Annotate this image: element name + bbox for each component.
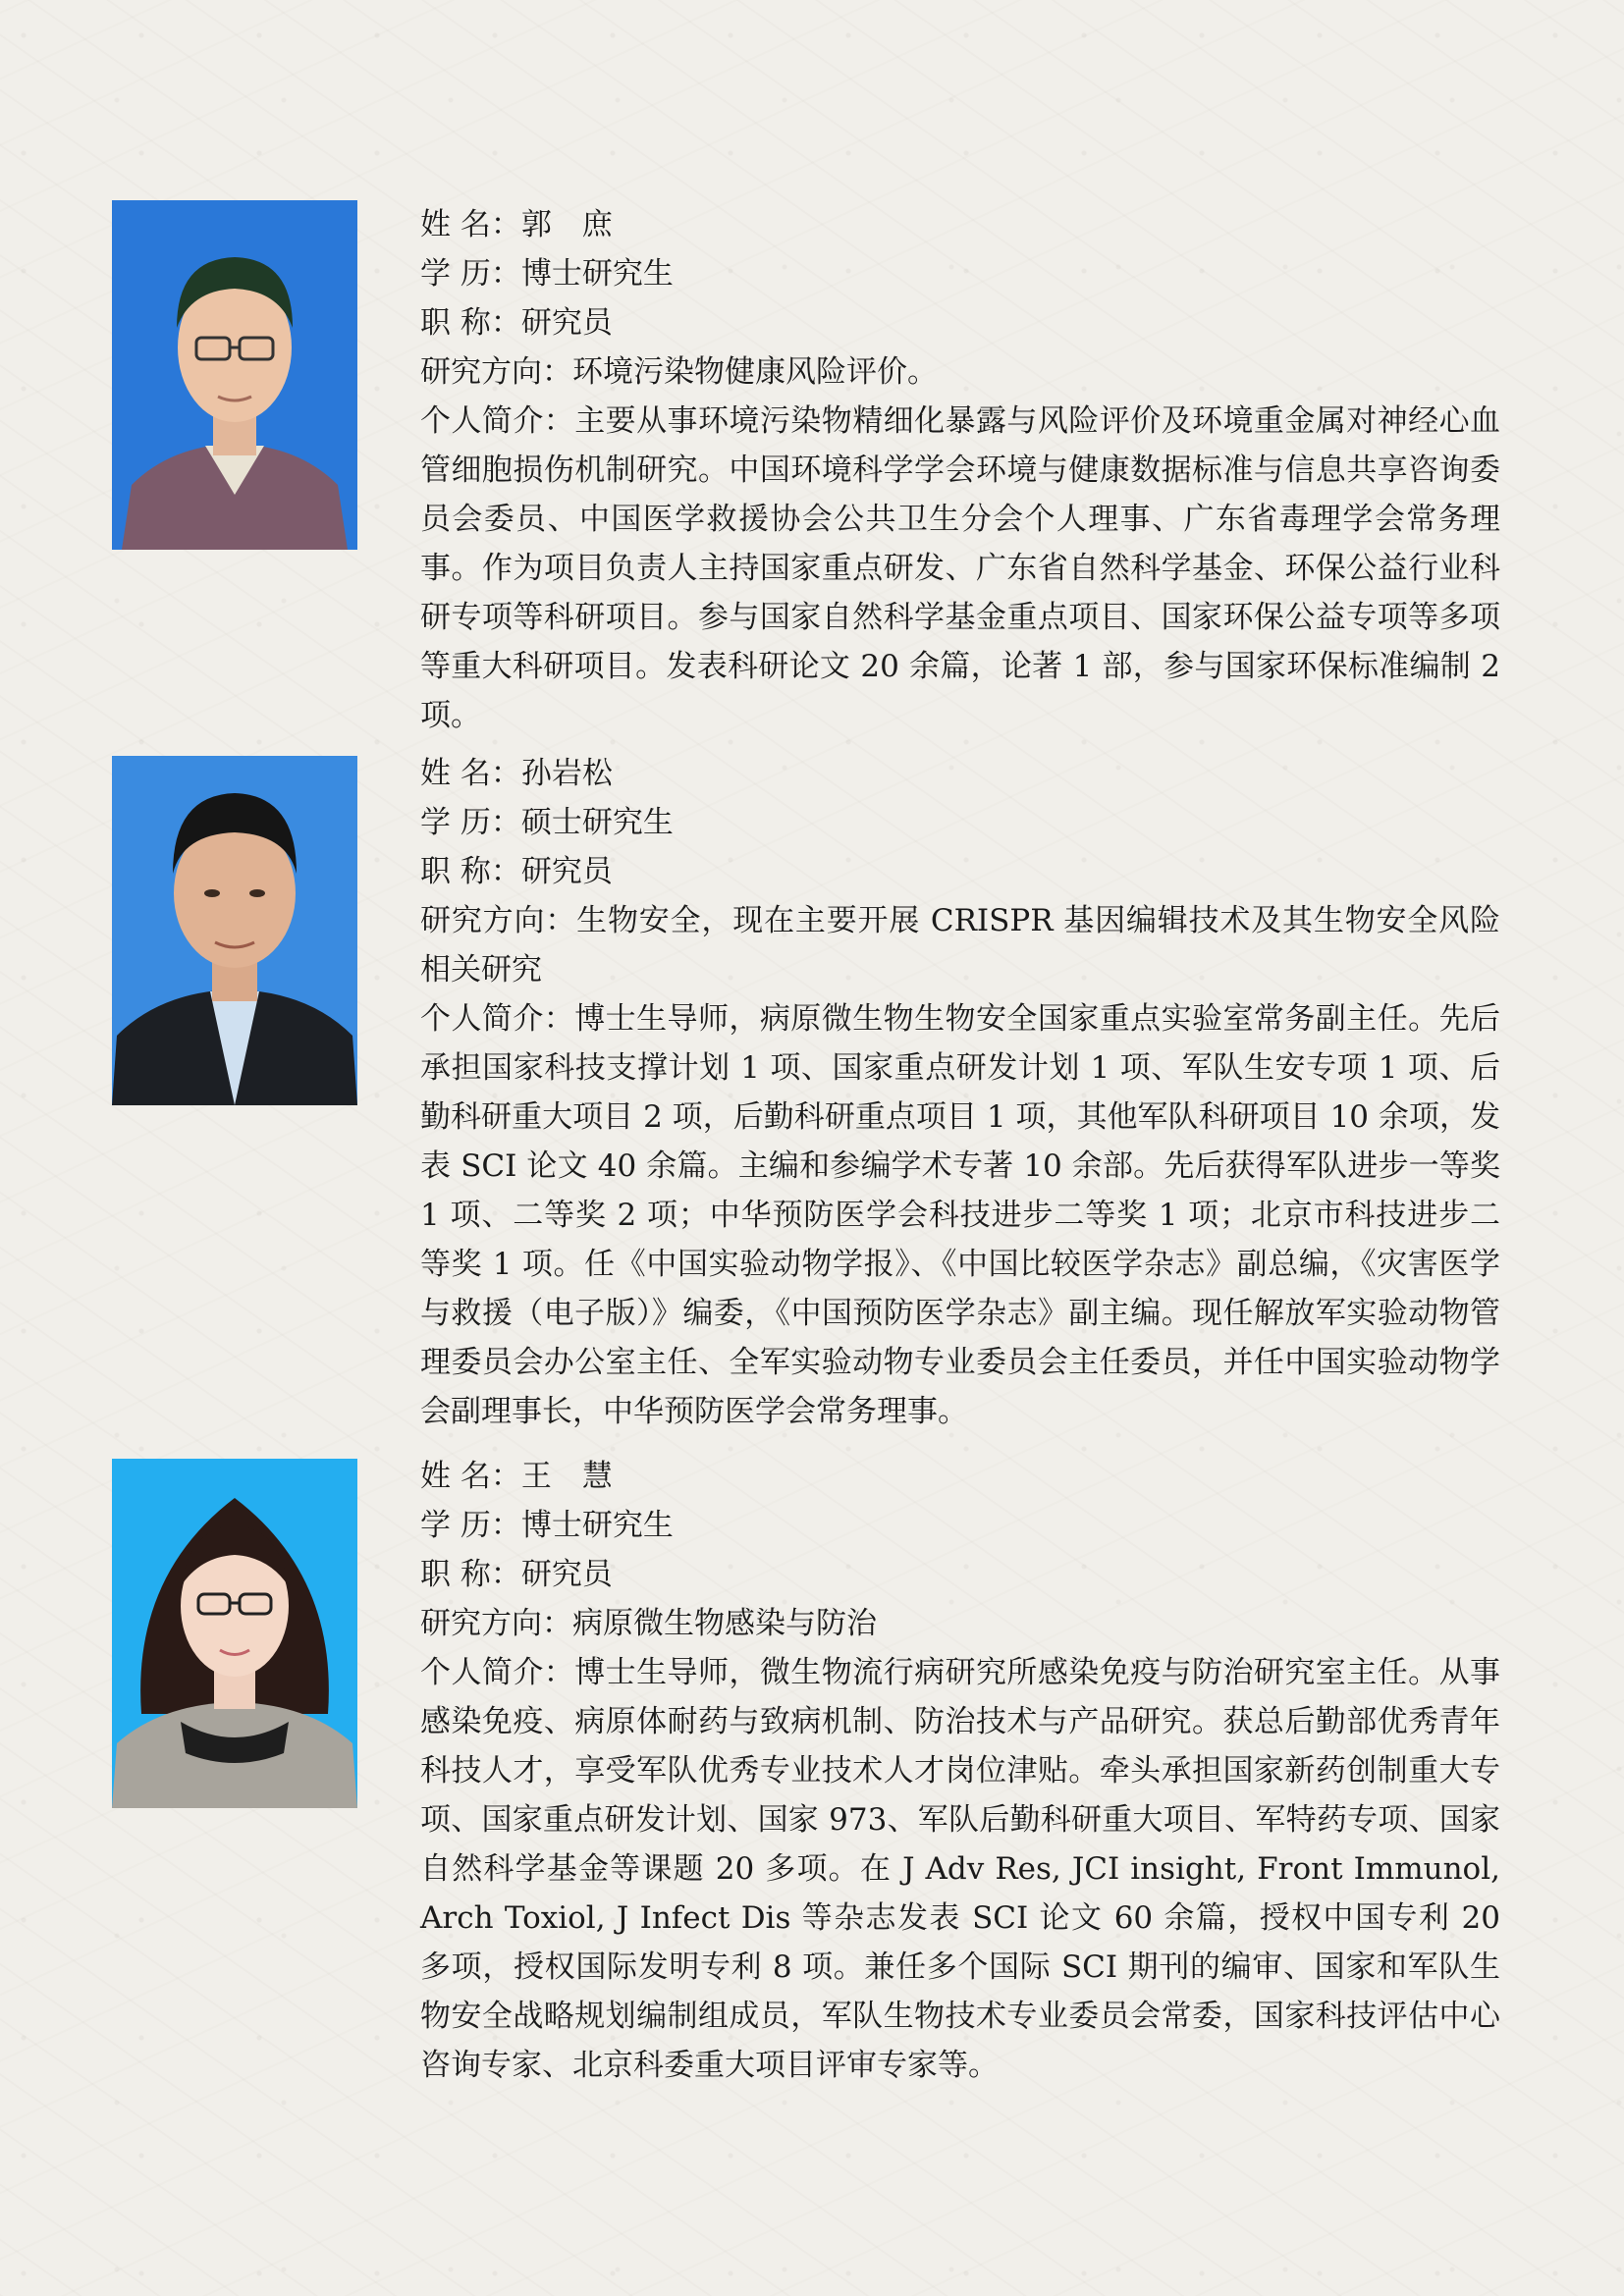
title-label: 职 称： bbox=[420, 305, 521, 341]
education-value: 博士研究生 bbox=[520, 1508, 674, 1543]
bio-row bbox=[420, 1648, 1500, 2090]
research-label: 研究方向： bbox=[420, 903, 577, 938]
education-row bbox=[420, 798, 1500, 847]
name-row bbox=[420, 749, 1500, 798]
portrait-photo bbox=[112, 756, 357, 1105]
name-row bbox=[420, 200, 1500, 249]
name-row bbox=[420, 1452, 1500, 1501]
title-value: 研究员 bbox=[520, 1557, 613, 1592]
bio-label: 个人简介： bbox=[420, 403, 575, 439]
research-row bbox=[420, 896, 1500, 994]
education-label: 学 历： bbox=[420, 256, 521, 292]
profile-info bbox=[420, 1452, 1500, 2090]
name-label: 姓 名： bbox=[420, 756, 521, 791]
portrait-illustration bbox=[112, 756, 357, 1105]
title-label: 职 称： bbox=[420, 1557, 521, 1592]
name-label: 姓 名： bbox=[420, 1459, 521, 1494]
title-value: 研究员 bbox=[520, 305, 613, 341]
research-label: 研究方向： bbox=[420, 354, 572, 390]
title-row bbox=[420, 1550, 1500, 1599]
name-label: 姓 名： bbox=[420, 207, 521, 242]
bio-row bbox=[420, 994, 1500, 1436]
bio-label: 个人简介： bbox=[420, 1655, 575, 1690]
portrait-illustration bbox=[112, 200, 357, 550]
bio-text: 主要从事环境污染物精细化暴露与风险评价及环境重金属对神经心血管细胞损伤机制研究。中国环境科学学会环境与健康数据标准与信息共享咨询委员会委员、中国医学救援协会公共卫生分会个人理事、广东省毒理学会常务理事。作为项目负责人主持国家重点研发、广东省自然科学基金、环保公益行业科研专项等科研项目。参与国家自然科学基金重点项目、国家环保公益专项等多项等重大科研项目。发表科研论文 20 余篇，论著 1 部，参与国家环保标准编制 2 项。 bbox=[420, 403, 1501, 733]
research-value: 环境污染物健康风险评价。 bbox=[572, 354, 938, 390]
title-label: 职 称： bbox=[420, 854, 521, 889]
name-value: 郭 庶 bbox=[520, 207, 613, 242]
research-row bbox=[420, 1599, 1500, 1648]
profile-info bbox=[420, 749, 1500, 1436]
bio-label: 个人简介： bbox=[420, 1001, 575, 1037]
research-value: 生物安全，现在主要开展 CRISPR 基因编辑技术及其生物安全风险相关研究 bbox=[420, 903, 1500, 988]
title-value: 研究员 bbox=[520, 854, 613, 889]
bio-text: 博士生导师，病原微生物生物安全国家重点实验室常务副主任。先后承担国家科技支撑计划 1 项、国家重点研发计划 1 项、军队生安专项 1 项、后勤科研重大项目 2 项，后勤科研重点项目 1 项，其他军队科研项目 10 余项，发表 SCI 论文 40 余篇。主编和参编学术专著 10 余部。先后获得军队进步一等奖 1 项、二等奖 2 项；中华预防医学会科技进步二等奖 1 项；北京市科技进步二等奖 1 项。任《中国实验动物学报》、《中国比较医学杂志》副总编，《灾害医学与救援（电子版）》编委，《中国预防医学杂志》副主编。现任解放军实验动物管理委员会办公室主任、全军实验动物专业委员会主任委员，并任中国实验动物学会副理事长，中华预防医学会常务理事。 bbox=[420, 1001, 1501, 1429]
education-label: 学 历： bbox=[420, 1508, 521, 1543]
research-label: 研究方向： bbox=[420, 1606, 572, 1641]
portrait-photo bbox=[112, 1459, 357, 1808]
education-value: 博士研究生 bbox=[520, 256, 674, 292]
title-row bbox=[420, 298, 1500, 347]
education-label: 学 历： bbox=[420, 805, 521, 840]
research-row bbox=[420, 347, 1500, 397]
title-row bbox=[420, 847, 1500, 896]
name-value: 王 慧 bbox=[520, 1459, 613, 1494]
bio-row bbox=[420, 397, 1500, 740]
name-value: 孙岩松 bbox=[520, 756, 613, 791]
research-value: 病原微生物感染与防治 bbox=[572, 1606, 877, 1641]
portrait-illustration bbox=[112, 1459, 357, 1808]
education-value: 硕士研究生 bbox=[520, 805, 674, 840]
profile-info bbox=[420, 200, 1500, 740]
portrait-photo bbox=[112, 200, 357, 550]
education-row bbox=[420, 249, 1500, 298]
bio-text: 博士生导师，微生物流行病研究所感染免疫与防治研究室主任。从事感染免疫、病原体耐药与致病机制、防治技术与产品研究。获总后勤部优秀青年科技人才，享受军队优秀专业技术人才岗位津贴。牵头承担国家新药创制重大专项、国家重点研发计划、国家 973、军队后勤科研重大项目、军特药专项、国家自然科学基金等课题 20 多项。在 J Adv Res, JCI insight, Front Immunol, Arch Toxiol, J Infect Dis 等杂志发表 SCI 论文 60 余篇，授权中国专利 20 多项，授权国际发明专利 8 项。兼任多个国际 SCI 期刊的编审、国家和军队生物安全战略规划编制组成员，军队生物技术专业委员会常委，国家科技评估中心咨询专家、北京科委重大项目评审专家等。 bbox=[420, 1655, 1501, 2083]
education-row bbox=[420, 1501, 1500, 1550]
